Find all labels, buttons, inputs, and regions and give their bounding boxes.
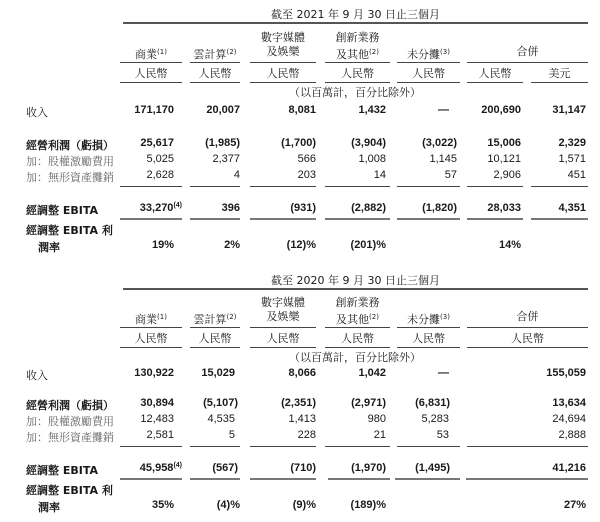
cell: (1,820) <box>422 202 457 214</box>
unit-rule <box>325 82 390 83</box>
total-rule <box>190 478 240 482</box>
cell: 155,059 <box>546 367 586 379</box>
cell: 15,006 <box>487 137 521 149</box>
subtotal-rule <box>250 446 316 447</box>
subtotal-rule <box>120 186 182 187</box>
unit-label: 人民幣 <box>134 67 168 80</box>
units-note: （以百萬計，百分比除外） <box>289 86 421 99</box>
cell: 57 <box>444 169 457 181</box>
cell: (1,970) <box>351 462 386 474</box>
total-rule <box>467 218 523 222</box>
cell: 4,351 <box>558 202 586 214</box>
col-header-commerce: 商業$^{(1)}$ <box>135 313 167 326</box>
subtotal-rule <box>325 186 390 187</box>
cell: 14% <box>498 239 521 251</box>
unit-rule <box>531 82 588 83</box>
cell: 980 <box>367 413 386 425</box>
unit-rule <box>120 347 182 348</box>
row-label-ebita-margin: 經調整 EBITA 利 潤率 <box>26 484 113 514</box>
header-rule <box>397 62 460 63</box>
cell: 53 <box>436 429 449 441</box>
total-rule <box>325 218 390 222</box>
subtotal-rule <box>120 446 182 447</box>
cell: (3,022) <box>422 137 457 149</box>
cell: (5,107) <box>203 397 238 409</box>
header-rule <box>325 62 390 63</box>
unit-label: 人民幣 <box>198 332 232 345</box>
unit-rule <box>467 82 523 83</box>
header-rule <box>325 327 390 328</box>
unit-label: 人民幣 <box>511 332 544 345</box>
total-rule <box>190 218 240 222</box>
row-label-adjusted-ebita: 經調整 EBITA <box>26 204 98 217</box>
unit-label: 人民幣 <box>341 332 374 345</box>
cell: 45,958$^{(4)}$ <box>139 462 182 474</box>
col-header-consolidated: 合併 <box>516 45 539 58</box>
cell: 1,042 <box>358 367 386 379</box>
cell: 24,694 <box>552 413 586 425</box>
cell: 2,329 <box>558 137 586 149</box>
cell: 2,581 <box>146 429 174 441</box>
header-rule <box>190 62 240 63</box>
cell: 1,571 <box>558 153 586 165</box>
col-header-digital-media: 數字媒體 及娛樂 <box>261 31 305 58</box>
subtotal-rule <box>467 186 523 187</box>
header-rule <box>467 327 588 328</box>
cell: (2,351) <box>281 397 316 409</box>
cell: (12)% <box>286 239 316 251</box>
total-rule <box>120 218 182 222</box>
unit-rule <box>325 347 390 348</box>
cell: (1,495) <box>415 462 450 474</box>
row-label-sbc: 加：股權激勵費用 <box>26 155 114 168</box>
cell: 35% <box>151 499 174 511</box>
subtotal-rule <box>190 186 240 187</box>
col-header-consolidated: 合併 <box>516 310 539 323</box>
cell: 228 <box>297 429 316 441</box>
cell: (567) <box>212 462 238 474</box>
total-rule <box>466 478 588 482</box>
unit-label: 人民幣 <box>341 67 374 80</box>
unit-rule <box>250 347 316 348</box>
segment-table-2021 <box>0 0 600 260</box>
unit-rule <box>397 347 460 348</box>
unit-rule <box>190 347 240 348</box>
unit-label: 人民幣 <box>134 332 168 345</box>
unit-label: 人民幣 <box>266 67 300 80</box>
cell: 171,170 <box>134 104 174 116</box>
cell: 1,145 <box>429 153 457 165</box>
cell: 41,216 <box>552 462 586 474</box>
header-rule <box>120 327 182 328</box>
cell: 15,029 <box>201 367 235 379</box>
cell: 2,906 <box>493 169 521 181</box>
col-header-innovation: 創新業務 及其他$^{(2)}$ <box>335 296 380 326</box>
unit-rule <box>120 82 182 83</box>
cell: 451 <box>567 169 586 181</box>
cell: 14 <box>373 169 386 181</box>
unit-label: 人民幣 <box>266 332 300 345</box>
row-label-sbc: 加：股權激勵費用 <box>26 415 114 428</box>
cell: (4)% <box>216 499 240 511</box>
unit-rule <box>397 82 460 83</box>
row-label-ebita-margin: 經調整 EBITA 利 潤率 <box>26 224 113 254</box>
subtotal-rule <box>325 446 390 447</box>
cell: 19% <box>151 239 174 251</box>
col-header-unallocated: 未分攤$^{(3)}$ <box>407 313 450 326</box>
period-title: 截至 2020 年 9 月 30 日止三個月 <box>271 274 440 287</box>
cell: (2,971) <box>351 397 386 409</box>
cell: (1,700) <box>281 137 316 149</box>
cell: 2,888 <box>558 429 586 441</box>
header-rule <box>190 327 240 328</box>
cell: (201)% <box>350 239 386 251</box>
cell: 25,617 <box>140 137 174 149</box>
total-rule <box>328 478 390 482</box>
cell: 8,081 <box>288 104 316 116</box>
row-label-operating-income: 經營利潤（虧損） <box>26 139 114 152</box>
unit-label: 人民幣 <box>412 332 445 345</box>
unit-rule <box>250 82 316 83</box>
units-note: （以百萬計，百分比除外） <box>289 351 421 364</box>
cell: 2,628 <box>146 169 174 181</box>
cell: 1,413 <box>288 413 316 425</box>
total-rule <box>395 478 460 482</box>
cell: (710) <box>290 462 316 474</box>
col-header-unallocated: 未分攤$^{(3)}$ <box>407 48 450 61</box>
cell: 200,690 <box>481 104 521 116</box>
col-header-commerce: 商業$^{(1)}$ <box>135 48 167 61</box>
subtotal-rule <box>397 446 460 447</box>
cell: 13,634 <box>552 397 586 409</box>
cell: 5 <box>228 429 235 441</box>
cell: 30,894 <box>140 397 174 409</box>
cell: (189)% <box>350 499 386 511</box>
cell: 2% <box>224 239 240 251</box>
cell: 20,007 <box>206 104 240 116</box>
subtotal-rule <box>250 186 316 187</box>
cell: 5,025 <box>146 153 174 165</box>
segment-table-2020 <box>0 260 600 522</box>
cell: 2,377 <box>212 153 240 165</box>
cell: 396 <box>221 202 240 214</box>
period-title: 截至 2021 年 9 月 30 日止三個月 <box>271 8 440 21</box>
period-rule <box>123 288 588 290</box>
cell: (1,985) <box>205 137 240 149</box>
row-label-operating-income: 經營利潤（虧損） <box>26 399 114 412</box>
cell: 1,008 <box>358 153 386 165</box>
cell: 566 <box>297 153 316 165</box>
total-rule <box>120 478 182 482</box>
unit-label: 人民幣 <box>412 67 445 80</box>
cell: 33,270$^{(4)}$ <box>139 202 182 214</box>
unit-rule <box>190 82 240 83</box>
row-label-amortization: 加：無形資產攤銷 <box>26 171 114 184</box>
total-rule <box>250 478 316 482</box>
cell: (2,882) <box>351 202 386 214</box>
header-rule <box>250 327 316 328</box>
total-rule <box>250 218 316 222</box>
cell: (931) <box>290 202 316 214</box>
cell: 21 <box>373 429 386 441</box>
row-label-adjusted-ebita: 經調整 EBITA <box>26 464 98 477</box>
cell: — <box>438 367 449 379</box>
unit-label: 人民幣 <box>198 67 232 80</box>
cell: 10,121 <box>487 153 521 165</box>
subtotal-rule <box>467 446 588 447</box>
row-label-revenue: 收入 <box>26 106 48 119</box>
row-label-amortization: 加：無形資產攤銷 <box>26 431 114 444</box>
subtotal-rule <box>397 186 460 187</box>
header-rule <box>397 327 460 328</box>
cell: 130,922 <box>134 367 174 379</box>
col-header-innovation: 創新業務 及其他$^{(2)}$ <box>335 31 380 61</box>
row-label-revenue: 收入 <box>26 369 48 382</box>
header-rule <box>120 62 182 63</box>
total-rule <box>397 218 460 222</box>
subtotal-rule <box>190 446 240 447</box>
header-rule <box>250 62 316 63</box>
cell: 27% <box>563 499 586 511</box>
subtotal-rule <box>531 186 588 187</box>
cell: (9)% <box>292 499 316 511</box>
cell: 4,535 <box>207 413 235 425</box>
cell: 4 <box>233 169 240 181</box>
cell: 5,283 <box>421 413 449 425</box>
header-rule <box>467 62 588 63</box>
cell: 31,147 <box>552 104 586 116</box>
cell: — <box>438 104 449 116</box>
unit-label: 美元 <box>548 67 571 80</box>
unit-label: 人民幣 <box>478 67 512 80</box>
col-header-cloud: 雲計算$^{(2)}$ <box>193 48 237 61</box>
col-header-digital-media: 數字媒體 及娛樂 <box>261 296 305 323</box>
cell: 1,432 <box>358 104 386 116</box>
col-header-cloud: 雲計算$^{(2)}$ <box>193 313 237 326</box>
cell: 28,033 <box>487 202 521 214</box>
cell: 8,066 <box>288 367 316 379</box>
total-rule <box>531 218 588 222</box>
cell: (6,831) <box>415 397 450 409</box>
cell: 203 <box>297 169 316 181</box>
unit-rule <box>467 347 588 348</box>
period-rule <box>123 22 588 24</box>
cell: 12,483 <box>140 413 174 425</box>
cell: (3,904) <box>351 137 386 149</box>
